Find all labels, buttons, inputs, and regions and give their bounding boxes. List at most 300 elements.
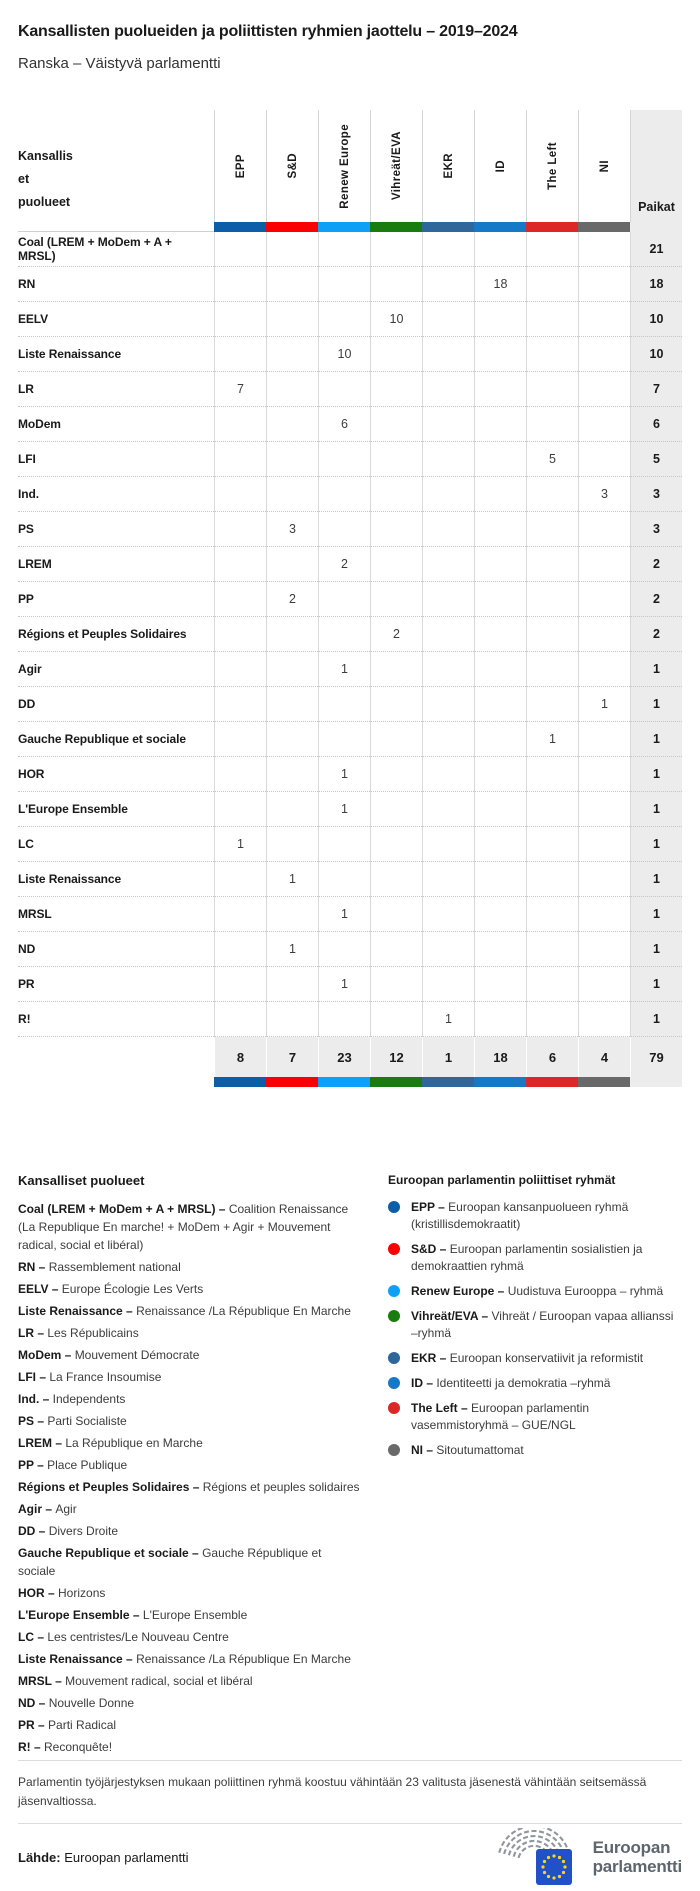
group-color-dot-ekr <box>388 1352 400 1364</box>
seats-cell: 21 <box>630 232 682 267</box>
seats-cell: 1 <box>630 967 682 1002</box>
party-label: PP <box>18 582 214 617</box>
value-cell-s-d: 2 <box>266 582 318 617</box>
value-cell-ekr <box>422 442 474 477</box>
value-cell-epp: 7 <box>214 372 266 407</box>
value-cell-epp <box>214 932 266 967</box>
value-cell-ni <box>578 337 630 372</box>
value-cell-epp <box>214 512 266 547</box>
value-cell-vihre-t-eva <box>370 547 422 582</box>
value-cell-vihre-t-eva <box>370 337 422 372</box>
value-cell-id <box>474 757 526 792</box>
seats-cell: 2 <box>630 617 682 652</box>
value-cell-s-d: 1 <box>266 932 318 967</box>
value-cell-renew-europe <box>318 862 370 897</box>
group-color-bar-bottom-s-d <box>266 1077 318 1087</box>
value-cell-ni <box>578 267 630 302</box>
value-cell-vihre-t-eva <box>370 442 422 477</box>
value-cell-s-d <box>266 372 318 407</box>
group-legend-item: EKR – Euroopan konservatiivit ja reformistit <box>388 1350 682 1367</box>
group-color-dot-vihre-t-eva <box>388 1310 400 1322</box>
totals-spacer <box>18 1037 214 1077</box>
page-subtitle: Ranska – Väistyvä parlamentti <box>18 55 221 72</box>
value-cell-renew-europe <box>318 477 370 512</box>
seats-cell: 1 <box>630 1002 682 1037</box>
value-cell-vihre-t-eva: 2 <box>370 617 422 652</box>
source-label: Lähde: <box>18 1849 61 1865</box>
value-cell-epp: 1 <box>214 827 266 862</box>
value-cell-s-d <box>266 652 318 687</box>
group-color-bar-bottom-vihre-t-eva <box>370 1077 422 1087</box>
value-cell-renew-europe: 1 <box>318 652 370 687</box>
ep-logo-line1: Euroopan <box>592 1838 671 1857</box>
value-cell-ni <box>578 302 630 337</box>
value-cell-id <box>474 617 526 652</box>
value-cell-renew-europe <box>318 932 370 967</box>
value-cell-renew-europe <box>318 722 370 757</box>
value-cell-vihre-t-eva <box>370 407 422 442</box>
value-cell-ekr <box>422 792 474 827</box>
party-legend-items <box>18 1200 362 1756</box>
party-legend-item: Coal (LREM + MoDem + A + MRSL) – Coalition Renaissance (La Republique En marche! + MoDem + Agir + Mouvement radical, social et libéral) <box>18 1202 349 1252</box>
value-cell-vihre-t-eva <box>370 477 422 512</box>
value-cell-ni <box>578 897 630 932</box>
value-cell-ni <box>578 757 630 792</box>
seats-cell: 2 <box>630 547 682 582</box>
seats-cell: 3 <box>630 512 682 547</box>
group-legend-item: ID – Identiteetti ja demokratia –ryhmä <box>388 1375 682 1392</box>
value-cell-id <box>474 652 526 687</box>
value-cell-ekr <box>422 337 474 372</box>
value-cell-vihre-t-eva <box>370 582 422 617</box>
value-cell-ni <box>578 967 630 1002</box>
totals-cell-the-left: 6 <box>526 1037 578 1077</box>
group-color-dot-s-d <box>388 1243 400 1255</box>
value-cell-ni: 1 <box>578 687 630 722</box>
group-legend <box>388 1173 682 1760</box>
row-group-header: Kansallis et puolueet <box>18 149 73 209</box>
column-header-epp: EPP <box>214 110 266 222</box>
seats-cell: 10 <box>630 337 682 372</box>
value-cell-id <box>474 407 526 442</box>
group-color-bar-epp <box>214 222 266 232</box>
value-cell-epp <box>214 792 266 827</box>
value-cell-ekr <box>422 372 474 407</box>
value-cell-ni <box>578 932 630 967</box>
value-cell-ekr <box>422 302 474 337</box>
group-color-bar-bottom-epp <box>214 1077 266 1087</box>
source-value: Euroopan parlamentti <box>64 1849 189 1865</box>
party-legend-item: LR – Les Républicains <box>18 1326 139 1340</box>
group-legend-item: NI – Sitoutumattomat <box>388 1442 682 1459</box>
value-cell-epp <box>214 617 266 652</box>
value-cell-ekr <box>422 862 474 897</box>
party-legend-item: PR – Parti Radical <box>18 1718 117 1732</box>
value-cell-id <box>474 302 526 337</box>
party-legend-item: Gauche Republique et sociale – Gauche République et sociale <box>18 1546 322 1578</box>
ep-logo <box>472 1828 682 1886</box>
value-cell-ni <box>578 512 630 547</box>
value-cell-s-d <box>266 757 318 792</box>
party-label: L'Europe Ensemble <box>18 792 214 827</box>
divider <box>18 1760 682 1761</box>
group-legend-item: S&D – Euroopan parlamentin sosialistien ja demokraattien ryhmä <box>388 1241 682 1275</box>
value-cell-ni <box>578 792 630 827</box>
party-label: RN <box>18 267 214 302</box>
party-label: R! <box>18 1002 214 1037</box>
seats-cell: 1 <box>630 652 682 687</box>
value-cell-renew-europe: 1 <box>318 967 370 1002</box>
ep-hemicycle-icon <box>472 1828 584 1886</box>
group-legend-items <box>388 1199 682 1459</box>
party-legend-item: L'Europe Ensemble – L'Europe Ensemble <box>18 1608 248 1622</box>
value-cell-the-left <box>526 652 578 687</box>
group-color-bar-ni <box>578 222 630 232</box>
value-cell-id <box>474 967 526 1002</box>
party-label: LREM <box>18 547 214 582</box>
value-cell-ekr <box>422 687 474 722</box>
group-color-dot-the-left <box>388 1402 400 1414</box>
value-cell-vihre-t-eva <box>370 862 422 897</box>
group-color-bar-the-left <box>526 222 578 232</box>
seats-cell: 7 <box>630 372 682 407</box>
value-cell-id <box>474 897 526 932</box>
group-legend-item: Vihreät/EVA – Vihreät / Euroopan vapaa allianssi –ryhmä <box>388 1308 682 1342</box>
value-cell-the-left <box>526 1002 578 1037</box>
value-cell-s-d <box>266 687 318 722</box>
value-cell-epp <box>214 302 266 337</box>
value-cell-the-left <box>526 827 578 862</box>
group-color-bar-id <box>474 222 526 232</box>
value-cell-s-d <box>266 967 318 1002</box>
value-cell-ekr: 1 <box>422 1002 474 1037</box>
value-cell-renew-europe <box>318 302 370 337</box>
value-cell-ekr <box>422 267 474 302</box>
value-cell-epp <box>214 442 266 477</box>
value-cell-s-d <box>266 897 318 932</box>
value-cell-the-left <box>526 232 578 267</box>
group-color-bar-bottom-renew-europe <box>318 1077 370 1087</box>
value-cell-the-left <box>526 967 578 1002</box>
seats-bar-spacer-bottom <box>630 1077 682 1087</box>
value-cell-vihre-t-eva <box>370 792 422 827</box>
group-legend-heading: Euroopan parlamentin poliittiset ryhmät <box>388 1173 616 1187</box>
value-cell-the-left <box>526 547 578 582</box>
party-legend-heading: Kansalliset puolueet <box>18 1173 145 1188</box>
value-cell-the-left <box>526 372 578 407</box>
value-cell-s-d: 1 <box>266 862 318 897</box>
group-color-dot-renew-europe <box>388 1285 400 1297</box>
value-cell-epp <box>214 652 266 687</box>
value-cell-ekr <box>422 827 474 862</box>
party-legend-item: Liste Renaissance – Renaissance /La République En Marche <box>18 1304 351 1318</box>
value-cell-the-left <box>526 337 578 372</box>
value-cell-epp <box>214 582 266 617</box>
value-cell-s-d: 3 <box>266 512 318 547</box>
value-cell-renew-europe <box>318 372 370 407</box>
value-cell-vihre-t-eva <box>370 267 422 302</box>
value-cell-id <box>474 337 526 372</box>
value-cell-ni <box>578 232 630 267</box>
value-cell-renew-europe <box>318 512 370 547</box>
value-cell-s-d <box>266 617 318 652</box>
seats-cell: 6 <box>630 407 682 442</box>
value-cell-ni: 3 <box>578 477 630 512</box>
party-legend-item: LREM – La République en Marche <box>18 1436 203 1450</box>
value-cell-s-d <box>266 267 318 302</box>
value-cell-vihre-t-eva <box>370 687 422 722</box>
seats-cell: 1 <box>630 897 682 932</box>
ep-logo-text <box>593 1838 682 1876</box>
totals-cell-vihre-t-eva: 12 <box>370 1037 422 1077</box>
value-cell-renew-europe <box>318 687 370 722</box>
value-cell-the-left <box>526 582 578 617</box>
value-cell-renew-europe: 1 <box>318 792 370 827</box>
value-cell-ekr <box>422 932 474 967</box>
value-cell-epp <box>214 967 266 1002</box>
value-cell-ni <box>578 442 630 477</box>
party-legend-item: PS – Parti Socialiste <box>18 1414 127 1428</box>
group-color-bar-bottom-ni <box>578 1077 630 1087</box>
party-label: MoDem <box>18 407 214 442</box>
value-cell-epp <box>214 477 266 512</box>
value-cell-renew-europe <box>318 232 370 267</box>
value-cell-ni <box>578 862 630 897</box>
seats-cell: 1 <box>630 722 682 757</box>
value-cell-s-d <box>266 547 318 582</box>
group-color-bar-s-d <box>266 222 318 232</box>
header-underline <box>18 222 214 232</box>
value-cell-the-left: 1 <box>526 722 578 757</box>
seats-cell: 3 <box>630 477 682 512</box>
value-cell-ekr <box>422 477 474 512</box>
party-label: EELV <box>18 302 214 337</box>
party-legend-item: MRSL – Mouvement radical, social et libéral <box>18 1674 253 1688</box>
value-cell-s-d <box>266 302 318 337</box>
value-cell-ni <box>578 582 630 617</box>
value-cell-id <box>474 512 526 547</box>
value-cell-ekr <box>422 547 474 582</box>
value-cell-epp <box>214 722 266 757</box>
column-header-s-d: S&D <box>266 110 318 222</box>
value-cell-vihre-t-eva <box>370 897 422 932</box>
value-cell-the-left <box>526 302 578 337</box>
seats-cell: 1 <box>630 792 682 827</box>
value-cell-ekr <box>422 897 474 932</box>
seats-cell: 10 <box>630 302 682 337</box>
bottom-spacer <box>18 1077 214 1087</box>
value-cell-id <box>474 862 526 897</box>
value-cell-vihre-t-eva <box>370 372 422 407</box>
value-cell-ni <box>578 547 630 582</box>
party-legend-item: R! – Reconquête! <box>18 1740 113 1754</box>
value-cell-s-d <box>266 337 318 372</box>
value-cell-ekr <box>422 617 474 652</box>
party-label: MRSL <box>18 897 214 932</box>
party-label: Ind. <box>18 477 214 512</box>
value-cell-ni <box>578 827 630 862</box>
value-cell-vihre-t-eva <box>370 757 422 792</box>
party-legend-item: Liste Renaissance – Renaissance /La République En Marche <box>18 1652 351 1666</box>
value-cell-renew-europe <box>318 582 370 617</box>
value-cell-vihre-t-eva <box>370 967 422 1002</box>
footnote: Parlamentin työjärjestyksen mukaan poliittinen ryhmä koostuu vähintään 23 valitusta jäsenestä vähintään seitsemässä jäsenvaltiossa. <box>18 1775 647 1808</box>
value-cell-epp <box>214 407 266 442</box>
value-cell-epp <box>214 862 266 897</box>
value-cell-vihre-t-eva <box>370 827 422 862</box>
value-cell-ekr <box>422 232 474 267</box>
value-cell-ekr <box>422 967 474 1002</box>
value-cell-the-left <box>526 897 578 932</box>
party-legend <box>18 1173 362 1760</box>
totals-cell-ekr: 1 <box>422 1037 474 1077</box>
column-header-vihre-t-eva: Vihreät/EVA <box>370 110 422 222</box>
party-label: DD <box>18 687 214 722</box>
value-cell-epp <box>214 547 266 582</box>
group-color-bar-bottom-id <box>474 1077 526 1087</box>
seats-distribution-table <box>18 110 682 1087</box>
value-cell-ekr <box>422 722 474 757</box>
value-cell-vihre-t-eva <box>370 512 422 547</box>
group-color-dot-ni <box>388 1444 400 1456</box>
party-legend-item: LFI – La France Insoumise <box>18 1370 162 1384</box>
value-cell-id <box>474 232 526 267</box>
value-cell-ni <box>578 617 630 652</box>
value-cell-id <box>474 547 526 582</box>
party-label: Coal (LREM + MoDem + A + MRSL) <box>18 232 214 267</box>
group-legend-item: Renew Europe – Uudistuva Eurooppa – ryhmä <box>388 1283 682 1300</box>
value-cell-s-d <box>266 407 318 442</box>
group-color-bar-bottom-the-left <box>526 1077 578 1087</box>
value-cell-the-left <box>526 512 578 547</box>
value-cell-the-left <box>526 932 578 967</box>
value-cell-renew-europe: 10 <box>318 337 370 372</box>
value-cell-renew-europe: 1 <box>318 897 370 932</box>
value-cell-s-d <box>266 477 318 512</box>
value-cell-epp <box>214 1002 266 1037</box>
value-cell-s-d <box>266 1002 318 1037</box>
value-cell-ekr <box>422 407 474 442</box>
footer <box>18 1828 682 1886</box>
value-cell-ni <box>578 652 630 687</box>
value-cell-the-left <box>526 267 578 302</box>
seats-cell: 1 <box>630 827 682 862</box>
value-cell-ni <box>578 1002 630 1037</box>
party-label: Agir <box>18 652 214 687</box>
group-color-bar-renew-europe <box>318 222 370 232</box>
value-cell-ekr <box>422 512 474 547</box>
value-cell-epp <box>214 267 266 302</box>
value-cell-epp <box>214 687 266 722</box>
party-label: ND <box>18 932 214 967</box>
value-cell-id <box>474 372 526 407</box>
party-label: HOR <box>18 757 214 792</box>
legends <box>18 1173 682 1760</box>
value-cell-epp <box>214 337 266 372</box>
totals-cell-renew-europe: 23 <box>318 1037 370 1077</box>
party-legend-item: MoDem – Mouvement Démocrate <box>18 1348 200 1362</box>
value-cell-renew-europe <box>318 267 370 302</box>
value-cell-the-left <box>526 757 578 792</box>
party-legend-item: PP – Place Publique <box>18 1458 128 1472</box>
value-cell-vihre-t-eva: 10 <box>370 302 422 337</box>
source <box>18 1850 189 1865</box>
column-header-id: ID <box>474 110 526 222</box>
group-color-dot-id <box>388 1377 400 1389</box>
party-legend-item: ND – Nouvelle Donne <box>18 1696 135 1710</box>
column-header-ekr: EKR <box>422 110 474 222</box>
value-cell-the-left <box>526 407 578 442</box>
value-cell-ni <box>578 722 630 757</box>
value-cell-s-d <box>266 442 318 477</box>
group-color-bar-ekr <box>422 222 474 232</box>
party-label: PS <box>18 512 214 547</box>
seats-cell: 1 <box>630 757 682 792</box>
value-cell-ni <box>578 372 630 407</box>
ep-logo-line2: parlamentti <box>592 1857 682 1876</box>
value-cell-id <box>474 932 526 967</box>
value-cell-ekr <box>422 757 474 792</box>
group-legend-item: EPP – Euroopan kansanpuolueen ryhmä (kristillisdemokraatit) <box>388 1199 682 1233</box>
party-legend-item: Ind. – Independents <box>18 1392 126 1406</box>
seats-cell: 1 <box>630 862 682 897</box>
value-cell-id <box>474 722 526 757</box>
totals-cell-epp: 8 <box>214 1037 266 1077</box>
seats-bar-spacer <box>630 222 682 232</box>
value-cell-ekr <box>422 652 474 687</box>
seats-cell: 1 <box>630 687 682 722</box>
group-color-bar-bottom-ekr <box>422 1077 474 1087</box>
value-cell-renew-europe: 6 <box>318 407 370 442</box>
group-color-bar-vihre-t-eva <box>370 222 422 232</box>
column-header-ni: NI <box>578 110 630 222</box>
value-cell-id <box>474 687 526 722</box>
divider <box>18 1823 682 1824</box>
value-cell-vihre-t-eva <box>370 652 422 687</box>
party-label: Liste Renaissance <box>18 337 214 372</box>
value-cell-renew-europe: 1 <box>318 757 370 792</box>
value-cell-vihre-t-eva <box>370 1002 422 1037</box>
value-cell-epp <box>214 897 266 932</box>
value-cell-id <box>474 442 526 477</box>
value-cell-s-d <box>266 827 318 862</box>
value-cell-the-left <box>526 792 578 827</box>
value-cell-the-left <box>526 617 578 652</box>
value-cell-the-left <box>526 687 578 722</box>
party-legend-item: DD – Divers Droite <box>18 1524 119 1538</box>
value-cell-renew-europe: 2 <box>318 547 370 582</box>
totals-cell-ni: 4 <box>578 1037 630 1077</box>
seats-cell: 5 <box>630 442 682 477</box>
value-cell-ni <box>578 407 630 442</box>
value-cell-the-left <box>526 862 578 897</box>
column-header-the-left: The Left <box>526 110 578 222</box>
group-legend-item: The Left – Euroopan parlamentin vasemmistoryhmä – GUE/NGL <box>388 1400 682 1434</box>
party-legend-item: RN – Rassemblement national <box>18 1260 181 1274</box>
totals-cell-s-d: 7 <box>266 1037 318 1077</box>
value-cell-ekr <box>422 582 474 617</box>
value-cell-vihre-t-eva <box>370 932 422 967</box>
value-cell-epp <box>214 232 266 267</box>
party-legend-item: LC – Les centristes/Le Nouveau Centre <box>18 1630 229 1644</box>
party-label: Gauche Republique et sociale <box>18 722 214 757</box>
value-cell-id <box>474 1002 526 1037</box>
totals-seats: 79 <box>630 1037 682 1077</box>
value-cell-vihre-t-eva <box>370 232 422 267</box>
party-legend-item: Agir – Agir <box>18 1502 77 1516</box>
party-legend-item: EELV – Europe Écologie Les Verts <box>18 1282 204 1296</box>
value-cell-the-left: 5 <box>526 442 578 477</box>
